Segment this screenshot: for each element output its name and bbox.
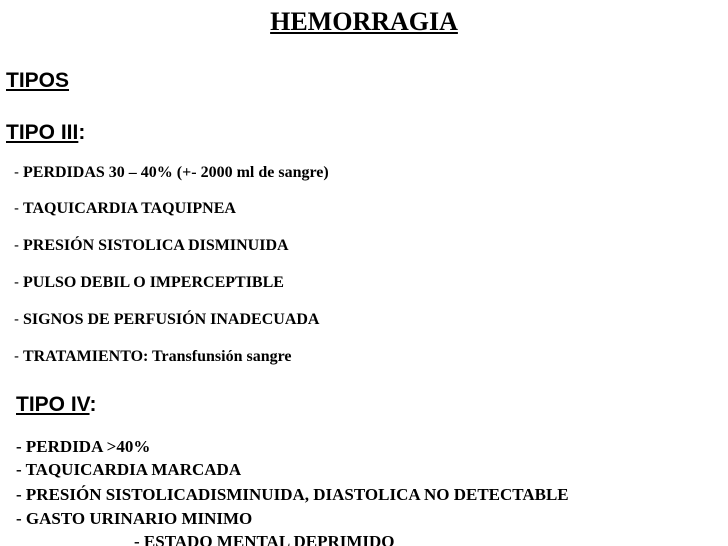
tipo-iii-colon: :: [78, 121, 86, 144]
tipo-iv-line: - TAQUICARDIA MARCADA: [16, 460, 242, 479]
tipo-iv-colon: :: [89, 393, 97, 416]
tipo-iii-item: [14, 273, 284, 293]
tipo-iii-item-text: TAQUICARDIA TAQUIPNEA: [23, 200, 236, 217]
tipo-iii-item-text: SIGNOS DE PERFUSIÓN INADECUADA: [23, 311, 320, 328]
tipo-iii-item-text: PERDIDAS 30 – 40% (+- 2000 ml de sangre): [23, 164, 329, 181]
bullet-dash: -: [14, 274, 19, 291]
tipo-iii-item-text: PRESIÓN SISTOLICA DISMINUIDA: [23, 237, 289, 254]
tipo-iii-heading-text: TIPO III: [6, 121, 79, 144]
tipo-iii-heading: [6, 120, 85, 146]
tipo-iii-item: [14, 310, 319, 330]
tipo-iv-heading-text: TIPO IV: [16, 393, 90, 416]
types-heading: [6, 68, 69, 94]
tipo-iii-item: [14, 347, 292, 367]
tipo-iv-line: - GASTO URINARIO MINIMO: [16, 509, 253, 528]
bullet-dash: -: [14, 164, 19, 181]
tipo-iv-line: - ESTADO MENTAL DEPRIMIDO: [134, 532, 395, 546]
types-heading-text: TIPOS: [6, 69, 70, 92]
tipo-iii-item: [14, 236, 289, 256]
tipo-iii-item-text: TRATAMIENTO: Transfunsión sangre: [23, 348, 292, 365]
tipo-iv-line: - PERDIDA >40%: [16, 437, 151, 456]
tipo-iii-item: [14, 163, 329, 183]
bullet-dash: -: [14, 237, 19, 254]
tipo-iv-line: - PRESIÓN SISTOLICADISMINUIDA, DIASTOLICA NO DETECTABLE: [16, 485, 569, 504]
bullet-dash: -: [14, 200, 19, 217]
bullet-dash: -: [14, 311, 19, 328]
tipo-iii-item-text: PULSO DEBIL O IMPERCEPTIBLE: [23, 274, 284, 291]
bullet-dash: -: [14, 348, 19, 365]
tipo-iii-item: [14, 199, 236, 219]
slide-title: HEMORRAGIA: [270, 7, 458, 36]
tipo-iv-heading: [16, 392, 97, 418]
